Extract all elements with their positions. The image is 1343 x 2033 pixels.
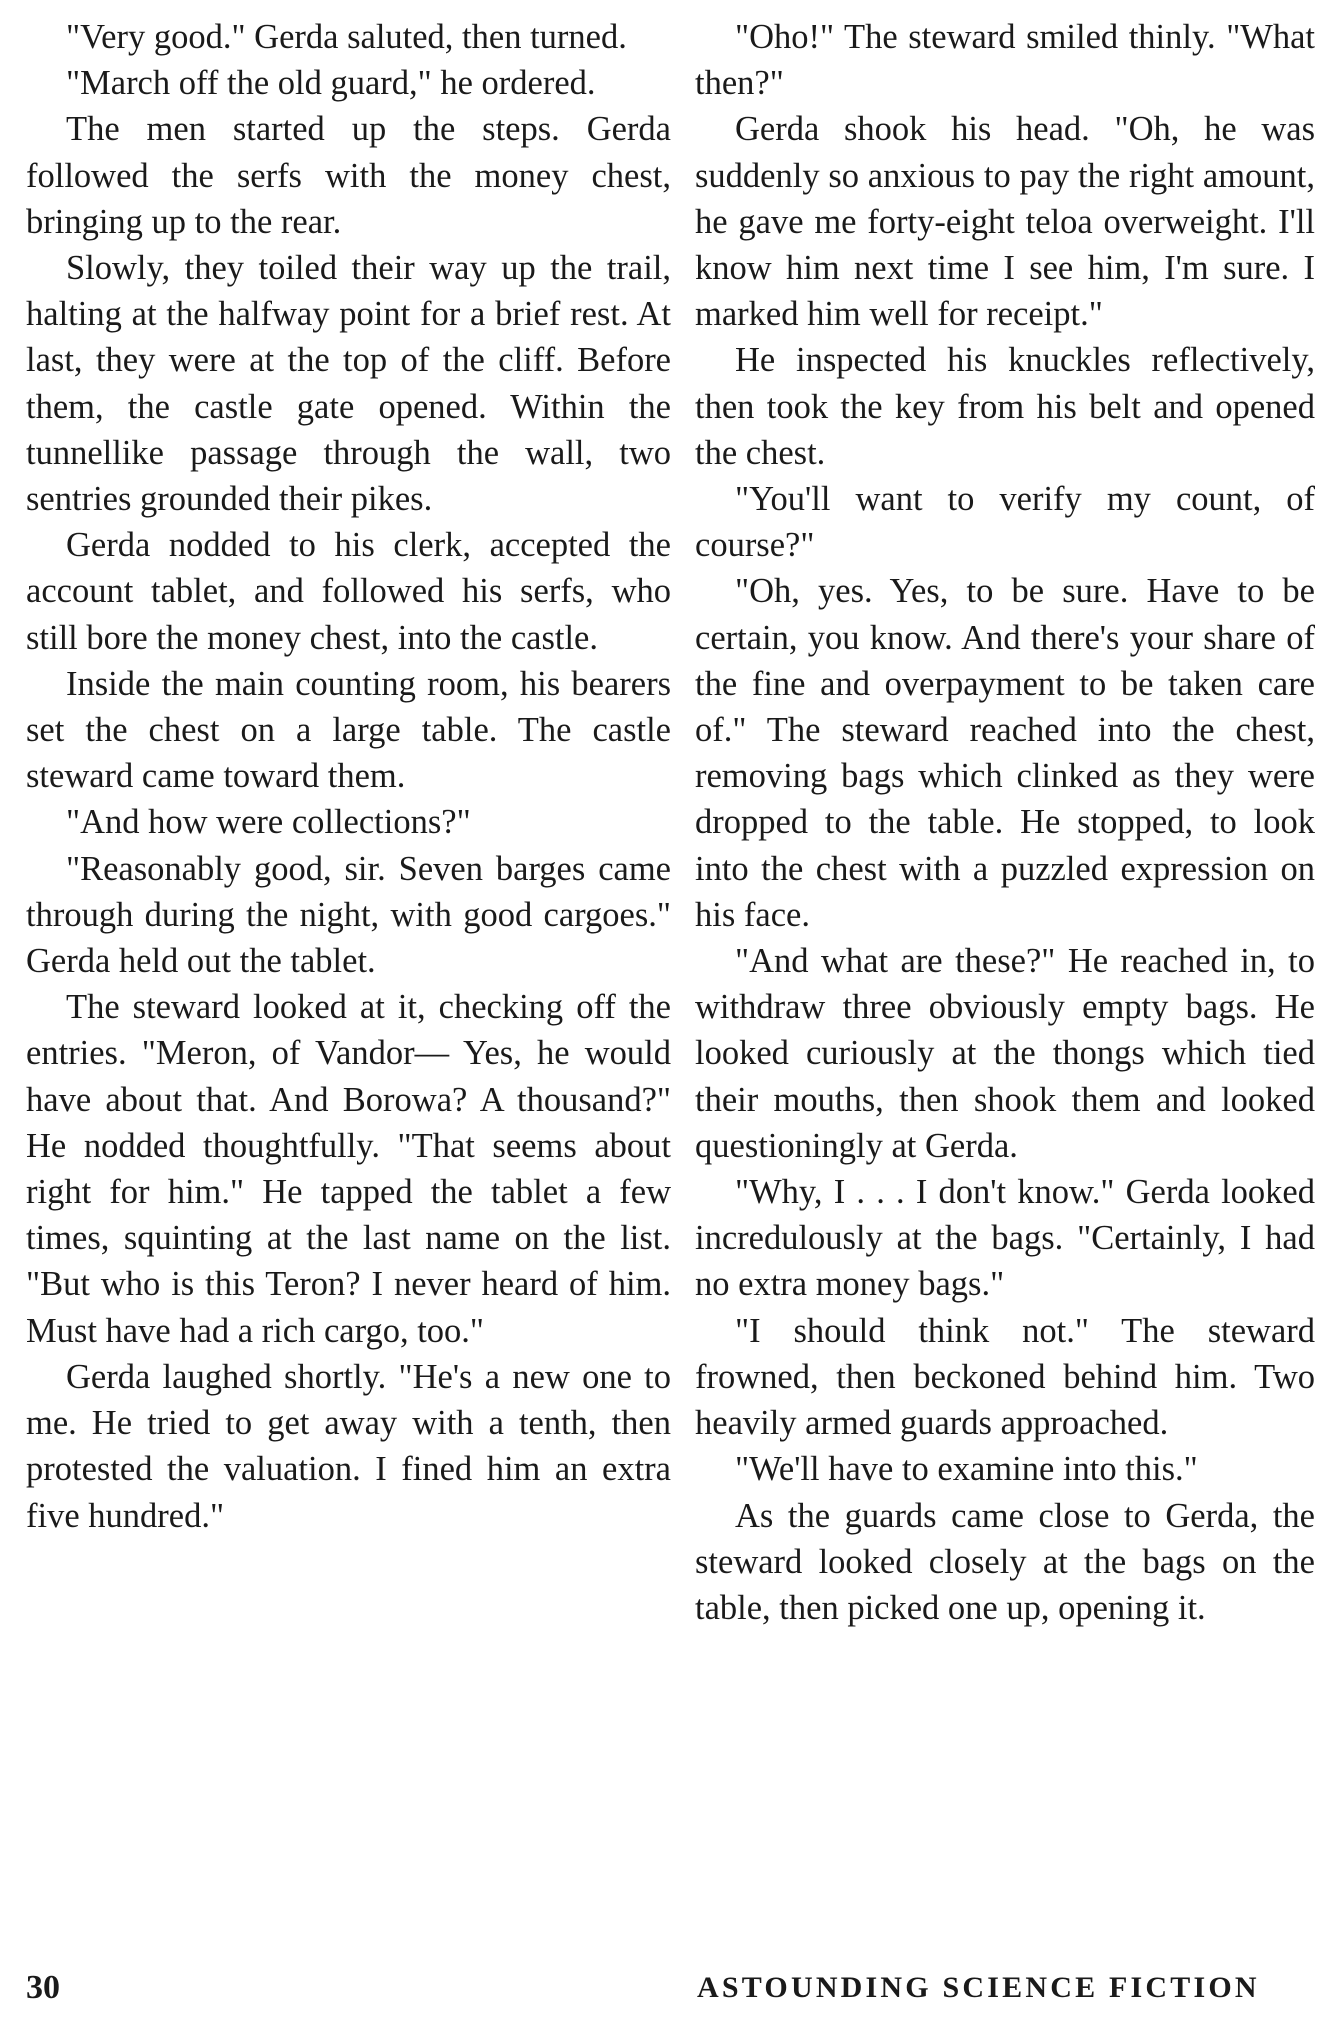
running-footer: ASTOUNDING SCIENCE FICTION bbox=[697, 1971, 1260, 2004]
paragraph: "Reasonably good, sir. Seven barges came through during the night, with good cargoes." Gerda held out the tablet. bbox=[26, 849, 671, 981]
paragraph: "I should think not." The steward frowned, then beckoned behind him. Two heavily armed guards approached. bbox=[695, 1311, 1315, 1443]
paragraph: "Oh, yes. Yes, to be sure. Have to be certain, you know. And there's your share of the fine and overpayment to be taken care of." The steward reached into the chest, removing bags which clinked as they were dropped to the table. He stopped, to look into the chest with a puzzled expression on his face. bbox=[695, 572, 1315, 934]
paragraph: "And what are these?" He reached in, to withdraw three obviously empty bags. He looked curiously at the thongs which tied their mouths, then shook them and looked questioningly at Gerda. bbox=[695, 942, 1315, 1165]
paragraph: The men started up the steps. Gerda followed the serfs with the money chest, bringing up to the rear. bbox=[26, 110, 671, 241]
paragraph: Gerda laughed shortly. "He's a new one to me. He tried to get away with a tenth, then protested the valuation. I fined him an extra five hundred." bbox=[26, 1357, 671, 1535]
paragraph: The steward looked at it, checking off the entries. "Meron, of Vandor— Yes, he would have about that. And Borowa? A thousand?" He nodded thoughtfully. "That seems about right for him." He tapped the tablet a few times, squinting at the last name on the list. "But who is this Teron? I never heard of him. Must have had a rich cargo, too." bbox=[26, 988, 671, 1350]
paragraph: "Very good." Gerda saluted, then turned. bbox=[66, 18, 627, 56]
paragraph: Gerda shook his head. "Oh, he was suddenly so anxious to pay the right amount, he gave me forty-eight teloa overweight. I'll know him next time I see him, I'm sure. I marked him well for receipt." bbox=[695, 110, 1315, 334]
page-number: 30 bbox=[26, 1969, 60, 2006]
left-text-column bbox=[26, 14, 671, 1539]
paragraph: "Oho!" The steward smiled thinly. "What then?" bbox=[695, 18, 1315, 103]
paragraph: Slowly, they toiled their way up the trail, halting at the halfway point for a brief rest. At last, they were at the top of the cliff. Before them, the castle gate opened. Within the tunnellike passage through the wall, two sentries grounded their pikes. bbox=[26, 249, 671, 519]
paragraph: Inside the main counting room, his bearers set the chest on a large table. The castle steward came toward them. bbox=[26, 664, 671, 796]
paragraph: "Why, I . . . I don't know." Gerda looked incredulously at the bags. "Certainly, I had no extra money bags." bbox=[695, 1173, 1315, 1304]
paragraph: As the guards came close to Gerda, the steward looked closely at the bags on the table, then picked one up, opening it. bbox=[695, 1496, 1315, 1627]
paragraph: "We'll have to examine into this." bbox=[735, 1450, 1198, 1489]
right-text-column bbox=[695, 14, 1315, 1631]
paragraph: "And how were collections?" bbox=[66, 803, 471, 842]
paragraph: "You'll want to verify my count, of course?" bbox=[695, 480, 1315, 565]
paragraph: He inspected his knuckles reflectively, then took the key from his belt and opened the chest. bbox=[695, 341, 1315, 472]
paragraph: "March off the old guard," he ordered. bbox=[66, 64, 596, 103]
paragraph: Gerda nodded to his clerk, accepted the account tablet, and followed his serfs, who still bore the money chest, into the castle. bbox=[26, 526, 671, 657]
